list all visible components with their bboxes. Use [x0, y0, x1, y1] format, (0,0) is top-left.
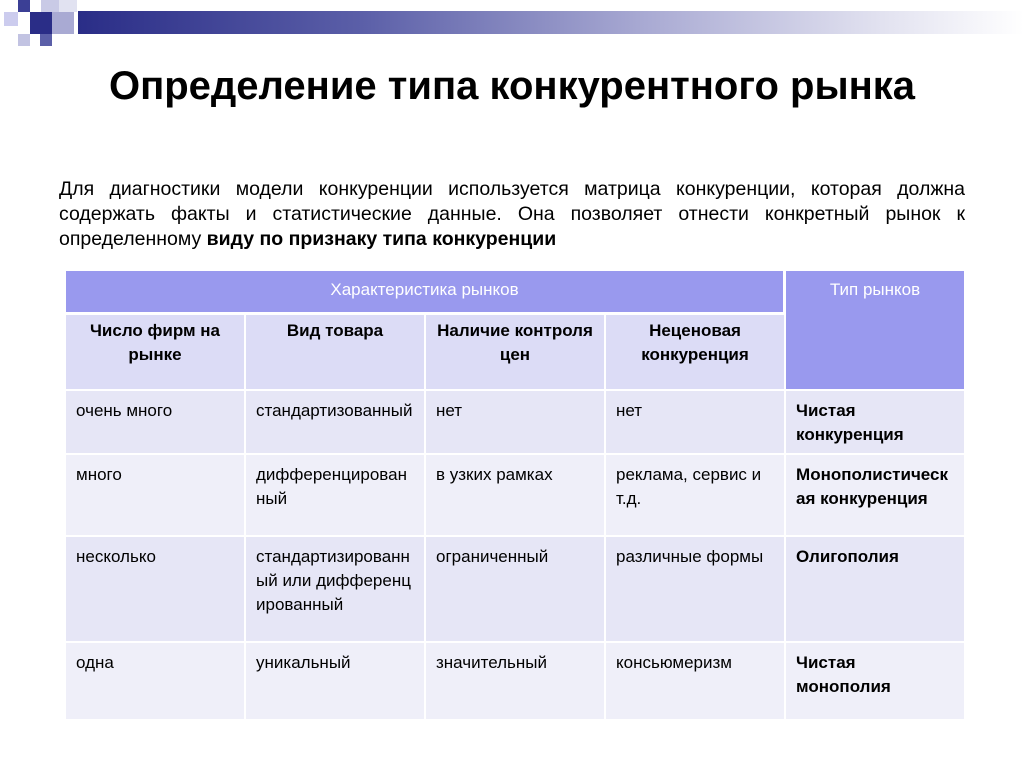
- title-band: [78, 11, 1024, 34]
- intro-paragraph: [59, 177, 965, 252]
- cell-firms: несколько: [66, 537, 246, 643]
- column-header-product: Вид товара: [246, 315, 426, 391]
- market-type-table: [66, 271, 966, 721]
- cell-market-type: Чистая конкуренция: [786, 391, 966, 455]
- column-header-firms: Число фирм на рынке: [66, 315, 246, 391]
- cell-non-price: различные формы: [606, 537, 786, 643]
- table-group-header-row: [66, 271, 966, 315]
- cell-product: уникальный: [246, 643, 426, 721]
- cell-price-control: значительный: [426, 643, 606, 721]
- page-title: Определение типа конкурентного рынка: [108, 64, 916, 108]
- cell-product: дифференцированный: [246, 455, 426, 537]
- cell-product: стандартизованный: [246, 391, 426, 455]
- column-header-non-price: Неценовая конкуренция: [606, 315, 786, 391]
- cell-firms: много: [66, 455, 246, 537]
- cell-price-control: ограниченный: [426, 537, 606, 643]
- cell-market-type: Олигополия: [786, 537, 966, 643]
- cell-non-price: консьюмеризм: [606, 643, 786, 721]
- table-row: [66, 455, 966, 537]
- cell-market-type: Чистая монополия: [786, 643, 966, 721]
- cell-market-type: Монополистическая конкуренция: [786, 455, 966, 537]
- table-row: [66, 643, 966, 721]
- table-row: [66, 537, 966, 643]
- intro-bold-text: виду по признаку типа конкуренции: [206, 228, 557, 250]
- cell-non-price: нет: [606, 391, 786, 455]
- cell-firms: очень много: [66, 391, 246, 455]
- table-row: [66, 391, 966, 455]
- cell-price-control: нет: [426, 391, 606, 455]
- cell-non-price: реклама, сервис и т.д.: [606, 455, 786, 537]
- type-header-cell: Тип рынков: [786, 271, 966, 391]
- cell-price-control: в узких рамках: [426, 455, 606, 537]
- cell-product: стандартизированный или дифференцированный: [246, 537, 426, 643]
- cell-firms: одна: [66, 643, 246, 721]
- column-header-price-control: Наличие контроля цен: [426, 315, 606, 391]
- group-header-cell: Характеристика рынков: [66, 271, 786, 315]
- intro-text: Для диагностики модели конкуренции используется матрица конкуренции, которая должна содержать факты и статистические данные. Она позволяет отнести конкретный рынок к определенному: [59, 178, 965, 250]
